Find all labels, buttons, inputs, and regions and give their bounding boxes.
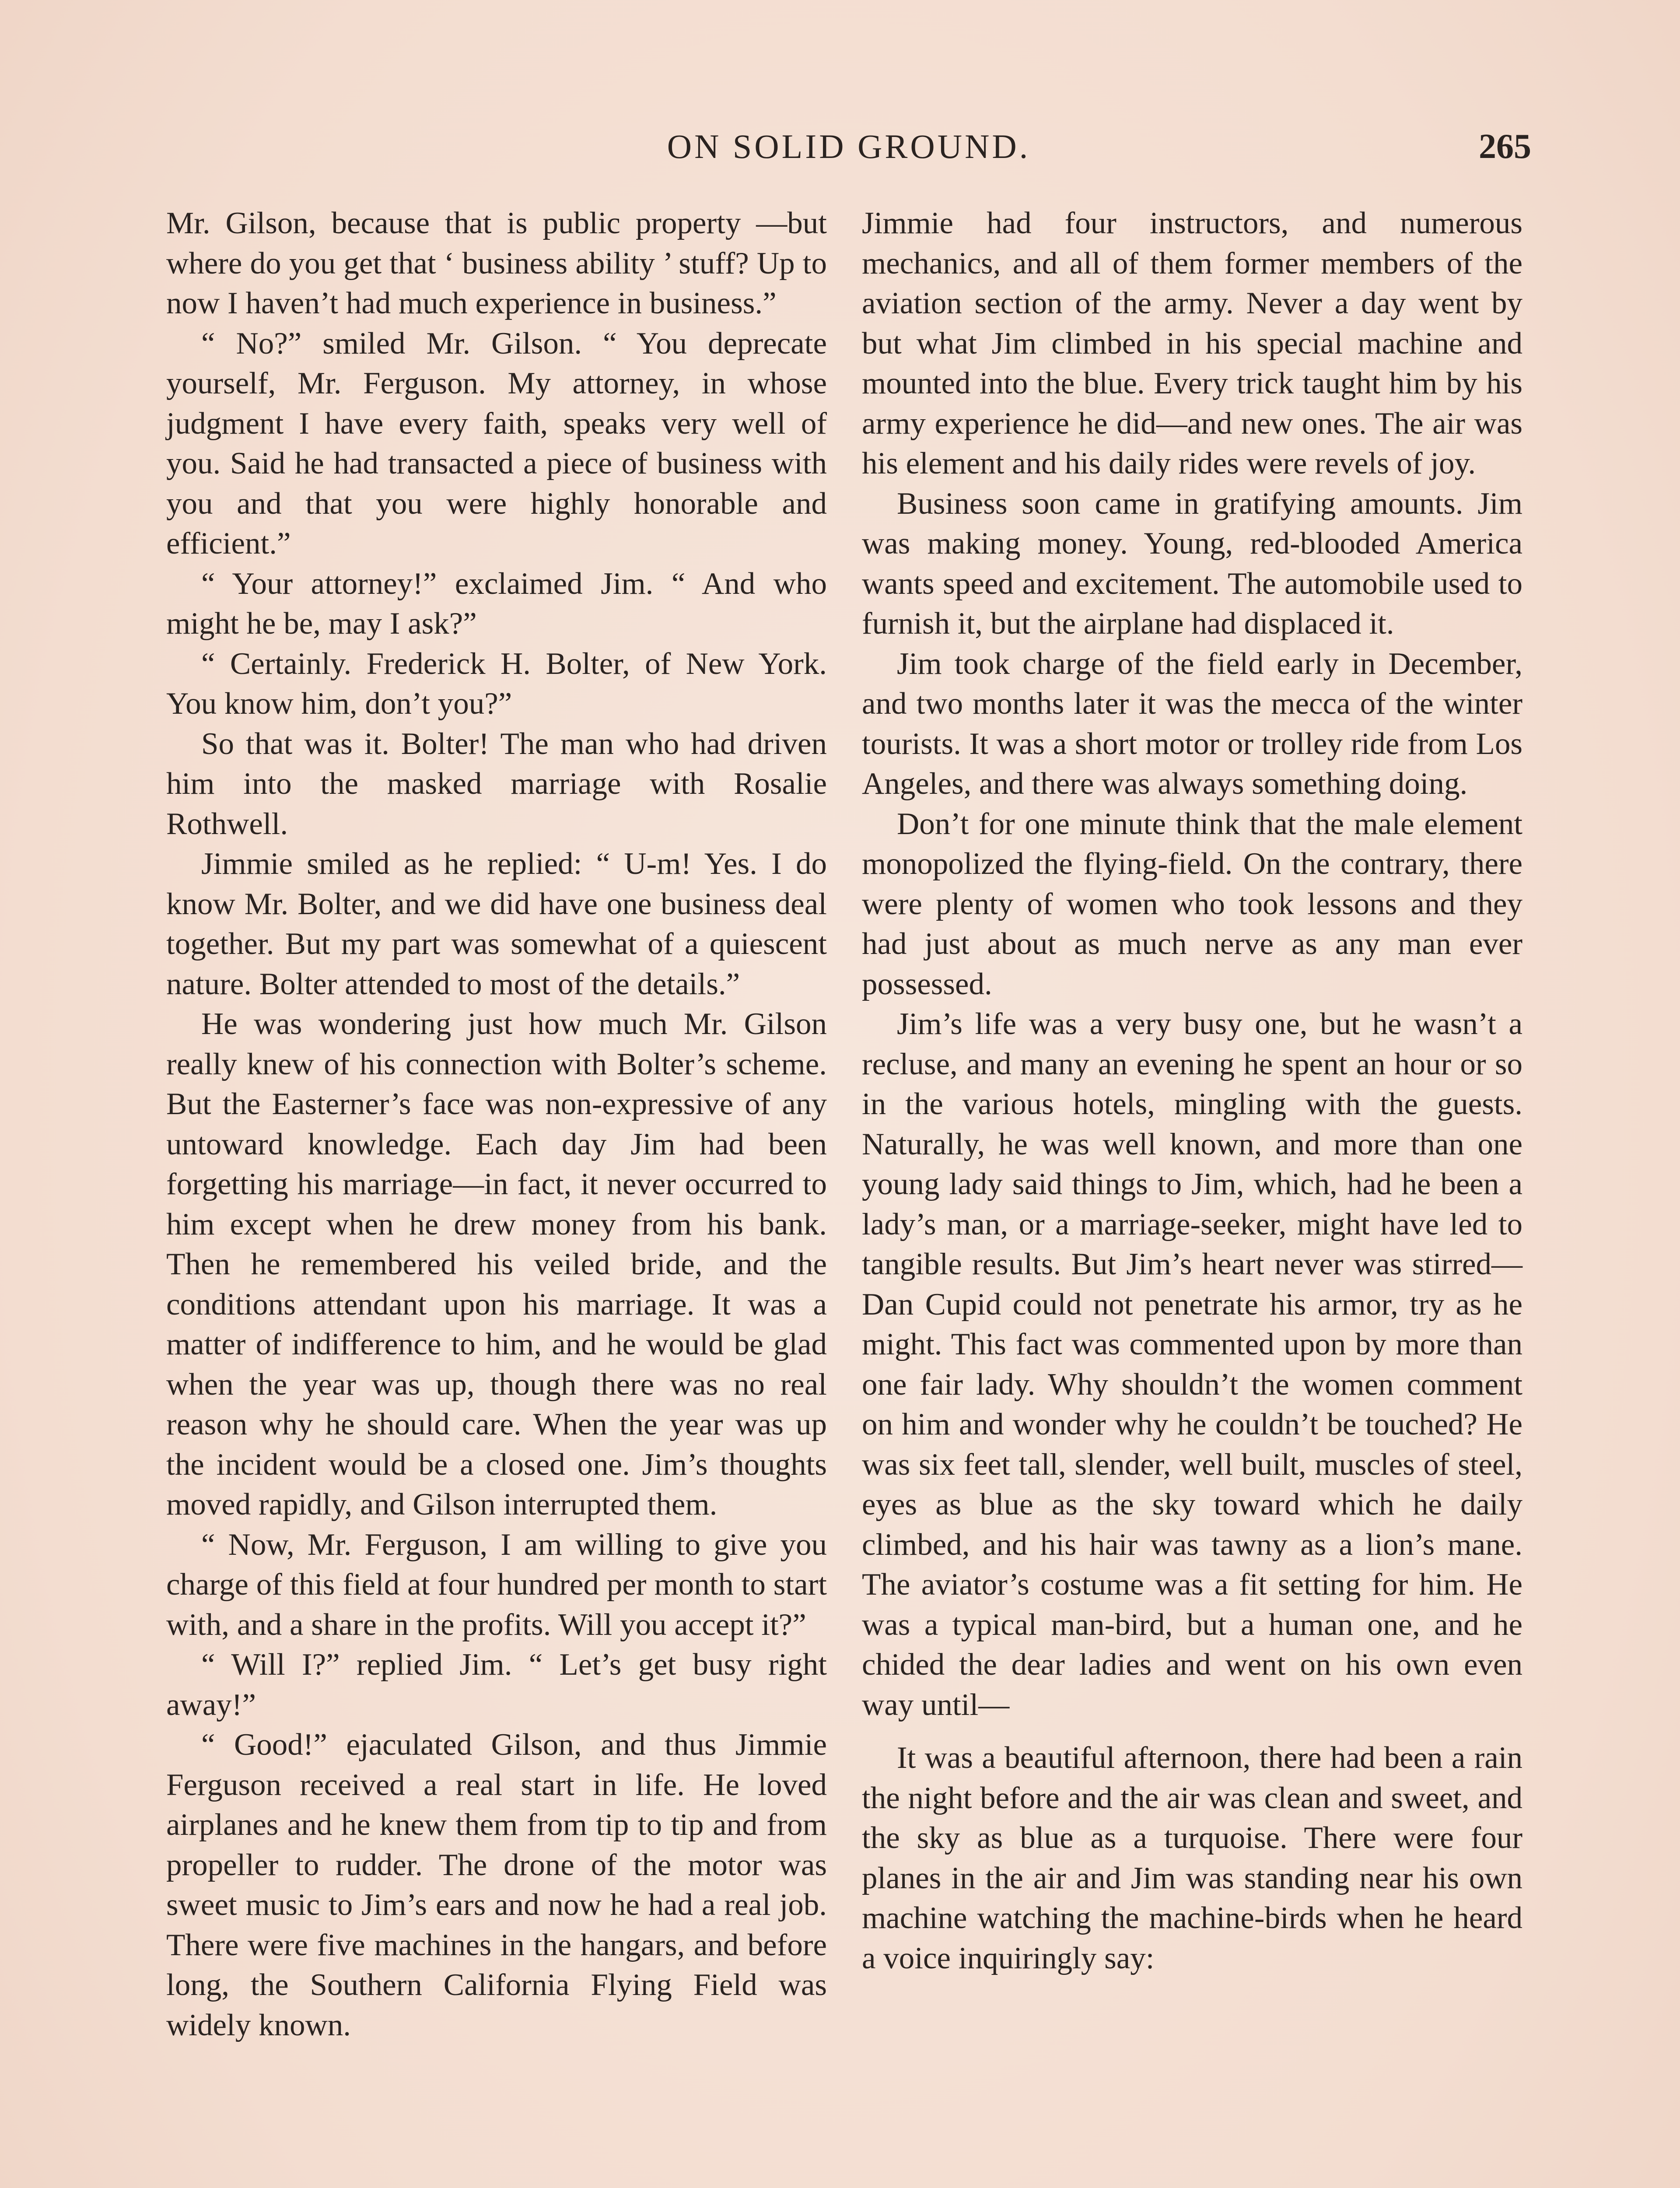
paragraph: Business soon came in gratifying amounts. Jim was making money. Young, red-blooded America wants speed and excitement. The automobile used to furnish it, but the airplane had displaced it. (862, 486, 1522, 641)
paragraph: Jimmie had four instructors, and numerous mechanics, and all of them former members of the aviation section of the army. Never a day went by but what Jim climbed in his special machine and mounted into the blue. Every trick taught him by his army experience he did—and new ones. The air was his element and his daily rides were revels of joy. (862, 206, 1522, 480)
paragraph: Mr. Gilson, because that is public property —but where do you get that ‘ business ability ’ stuff? Up to now I haven’t had much experience in business.” (166, 206, 827, 320)
paragraph: “ Will I?” replied Jim. “ Let’s get busy right away!” (166, 1648, 827, 1722)
paragraph: Jim took charge of the field early in December, and two months later it was the mecca of the winter tourists. It was a short motor or trolley ride from Los Angeles, and there was always something doing. (862, 646, 1522, 801)
running-head (166, 127, 1531, 179)
page-number: 265 (1479, 127, 1531, 166)
paragraph: “ Good!” ejaculated Gilson, and thus Jimmie Ferguson received a real start in life. He loved airplanes and he knew them from tip to tip and from propeller to rudder. The drone of the motor was sweet music to Jim’s ears and now he had a real job. There were five machines in the hangars, and before long, the Southern California Flying Field was widely known. (166, 1728, 827, 2042)
paragraph: Jimmie smiled as he replied: “ U-m! Yes. I do know Mr. Bolter, and we did have one business deal together. But my part was somewhat of a quiescent nature. Bolter attended to most of the details.” (166, 847, 827, 1001)
running-title: ON SOLID GROUND. (667, 127, 1031, 165)
right-column (862, 203, 1522, 1978)
paragraph: “ No?” smiled Mr. Gilson. “ You deprecate yourself, Mr. Ferguson. My attorney, in whose judgment I have every faith, speaks very well of you. Said he had transacted a piece of business with you and that you were highly honorable and efficient.” (166, 326, 827, 561)
left-column (166, 203, 827, 2045)
paragraph: “ Now, Mr. Ferguson, I am willing to give you charge of this field at four hundred per month to start with, and a share in the profits. Will you accept it?” (166, 1527, 827, 1642)
paragraph: It was a beautiful afternoon, there had been a rain the night before and the air was clean and sweet, and the sky as blue as a turquoise. There were four planes in the air and Jim was standing near his own machine watching the machine-birds when he heard a voice inquiringly say: (862, 1741, 1522, 1975)
paragraph: Jim’s life was a very busy one, but he wasn’t a recluse, and many an evening he spent an hour or so in the various hotels, mingling with the guests. Naturally, he was well known, and more than one young lady said things to Jim, which, had he been a lady’s man, or a marriage-seeker, might have led to tangible results. But Jim’s heart never was stirred—Dan Cupid could not penetrate his armor, try as he might. This fact was commented upon by more than one fair lady. Why shouldn’t the women comment on him and wonder why he couldn’t be touched? He was six feet tall, slender, well built, muscles of steel, eyes as blue as the sky toward which he daily climbed, and his hair was tawny as a lion’s mane. The aviator’s costume was a fit setting for him. He was a typical man-bird, but a human one, and he chided the dear ladies and went on his own even way until— (862, 1007, 1522, 1722)
paragraph: So that was it. Bolter! The man who had driven him into the masked marriage with Rosalie Rothwell. (166, 726, 827, 841)
paragraph: Don’t for one minute think that the male element monopolized the flying-field. On the contrary, there were plenty of women who took lessons and they had just about as much nerve as any man ever possessed. (862, 806, 1522, 1001)
paragraph: “ Certainly. Frederick H. Bolter, of New York. You know him, don’t you?” (166, 646, 827, 721)
paragraph: “ Your attorney!” exclaimed Jim. “ And who might he be, may I ask?” (166, 566, 827, 641)
paragraph: He was wondering just how much Mr. Gilson really knew of his connection with Bolter’s scheme. But the Easterner’s face was non-expressive of any untoward knowledge. Each day Jim had been forgetting his marriage—in fact, it never occurred to him except when he drew money from his bank. Then he remembered his veiled bride, and the conditions attendant upon his marriage. It was a matter of indifference to him, and he would be glad when the year was up, though there was no real reason why he should care. When the year was up the incident would be a closed one. Jim’s thoughts moved rapidly, and Gilson interrupted them. (166, 1007, 827, 1522)
